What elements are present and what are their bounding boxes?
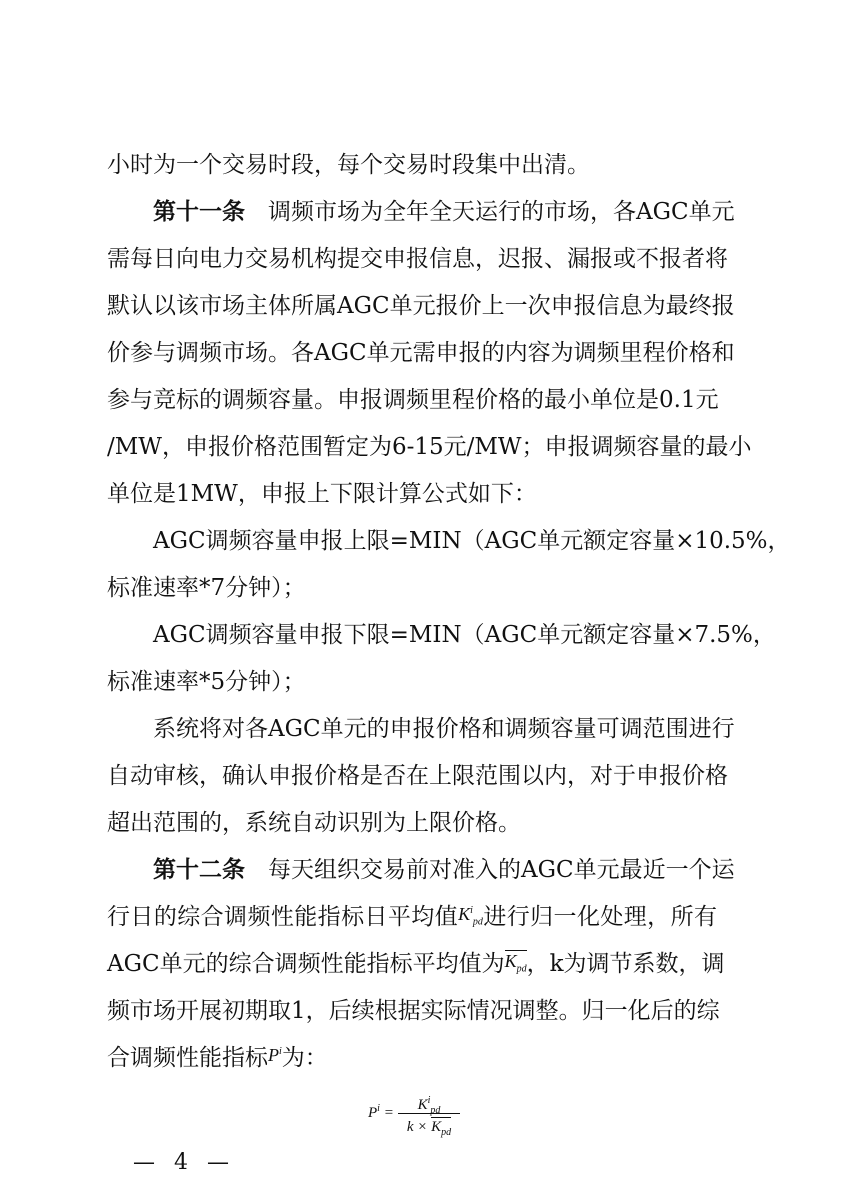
system-review-line-1: 系统将对各AGC单元的申报价格和调频容量可调范围进行	[153, 716, 735, 742]
line-fragment: 进行归一化处理，所有	[482, 904, 718, 930]
kpd-i-symbol: $K^i_{pd}$	[458, 904, 483, 928]
text-line	[153, 616, 776, 654]
line-fragment: 行日的综合调频性能指标日平均值	[107, 904, 459, 930]
article-11-line-3: 默认以该市场主体所属AGC单元报价上一次申报信息为最终报	[107, 293, 735, 319]
line-fragment: ，k为调节系数，调	[526, 951, 725, 977]
lower-limit-formula-line-1: AGC调频容量申报下限=MIN（AGC单元额定容量×7.5%，	[153, 622, 776, 648]
article-11-heading: 第十一条	[153, 198, 245, 225]
text-line	[107, 804, 717, 842]
article-11-line-5: 参与竞标的调频容量。申报调频里程价格的最小单位是0.1元	[107, 387, 719, 413]
article-12-line-5	[107, 1039, 717, 1077]
article-11-line-1	[153, 193, 735, 231]
formula-numerator: $K^i_{pd}$	[417, 1095, 441, 1116]
text-line	[107, 146, 717, 184]
article-11-line-7: 单位是1MW，申报上下限计算公式如下：	[107, 481, 537, 507]
text-line	[107, 663, 717, 701]
text-line	[107, 334, 735, 372]
formula-denominator: $k \times K_{pd}$	[406, 1119, 452, 1138]
p-i-symbol: $P^i$	[268, 1045, 282, 1065]
formula-lhs: $P^i$ =	[368, 1103, 394, 1121]
article-12-heading: 第十二条	[153, 856, 245, 883]
upper-limit-formula-line-2: 标准速率*7分钟）；	[107, 575, 306, 601]
article-11-line-6: /MW，申报价格范围暂定为6-15元/MW；申报调频容量的最小	[107, 434, 752, 460]
text-line	[107, 992, 720, 1030]
normalization-formula	[368, 1090, 498, 1146]
article-12-line-4: 频市场开展初期取1，后续根据实际情况调整。归一化后的综	[107, 998, 720, 1024]
fraction-bar	[398, 1113, 460, 1114]
text-line	[107, 287, 735, 325]
text-line	[107, 428, 752, 466]
line-1: 小时为一个交易时段，每个交易时段集中出清。	[107, 152, 590, 178]
lower-limit-formula-line-2: 标准速率*5分钟）；	[107, 669, 306, 695]
article-11-line-2: 需每日向电力交易机构提交申报信息，迟报、漏报或不报者将	[107, 246, 728, 272]
article-12-line-1	[153, 851, 735, 889]
formula-fraction	[398, 1090, 460, 1138]
line-fragment: 为：	[281, 1045, 328, 1071]
page-number: — 4 —	[133, 1150, 235, 1175]
text-line	[107, 240, 728, 278]
text-line	[107, 757, 728, 795]
text-line	[107, 569, 717, 607]
article-11-text: 调频市场为全年全天运行的市场，各AGC单元	[268, 199, 735, 225]
system-review-line-3: 超出范围的，系统自动识别为上限价格。	[107, 810, 521, 836]
text-line	[153, 522, 791, 560]
article-12-text: 每天组织交易前对准入的AGC单元最近一个运	[268, 857, 735, 883]
article-12-line-2	[107, 898, 717, 936]
upper-limit-formula-line-1: AGC调频容量申报上限=MIN（AGC单元额定容量×10.5%，	[153, 528, 791, 554]
kpd-average-symbol: $K_{pd}$	[504, 951, 527, 975]
text-line	[107, 381, 717, 419]
article-11-line-4: 价参与调频市场。各AGC单元需申报的内容为调频里程价格和	[107, 340, 735, 366]
line-fragment: 合调频性能指标	[107, 1045, 268, 1071]
text-line	[107, 475, 717, 513]
system-review-line-2: 自动审核，确认申报价格是否在上限范围以内，对于申报价格	[107, 763, 728, 789]
line-fragment: AGC单元的综合调频性能指标平均值为	[107, 951, 505, 977]
article-12-line-3	[107, 945, 725, 983]
text-line	[153, 710, 735, 748]
